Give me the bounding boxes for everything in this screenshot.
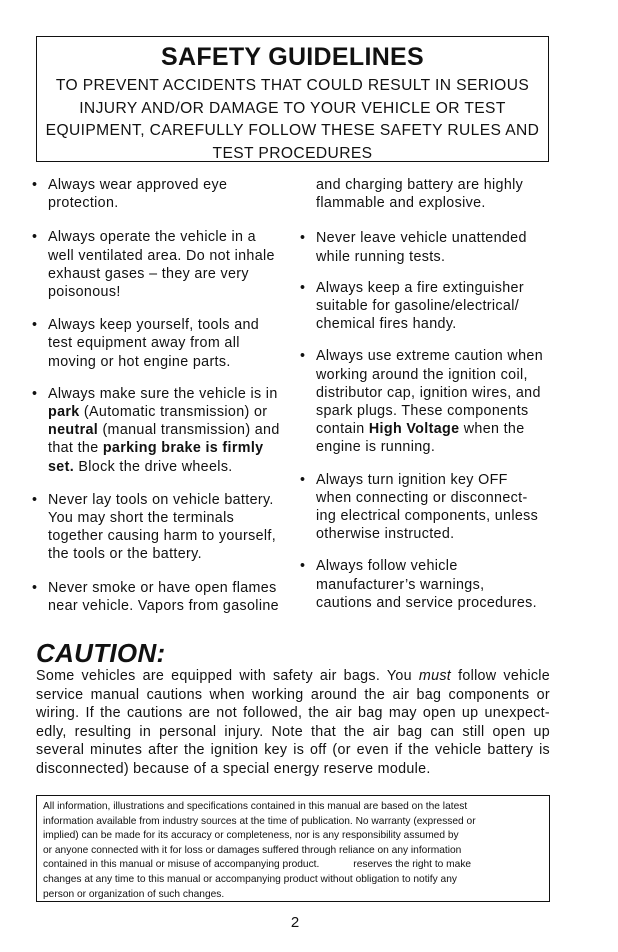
- list-item: [32, 228, 294, 301]
- text-line: disconnected) because of a special energy reserve module.: [36, 760, 431, 777]
- text-line: spark plugs. These components: [316, 403, 529, 420]
- disclaimer-line: implied) can be made for its accuracy or completeness, nor is any responsibility assumed by: [43, 830, 459, 842]
- list-item: [32, 579, 294, 615]
- text-line: suitable for gasoline/electrical/: [316, 298, 520, 315]
- bullet-icon: •: [32, 317, 38, 334]
- text-line: protection.: [48, 195, 119, 212]
- disclaimer-line: contained in this manual or misuse of accompanying product. reserves the right to make: [43, 859, 472, 871]
- text-line: Always use extreme caution when: [316, 348, 543, 365]
- text-line: Always keep yourself, tools and: [48, 317, 260, 334]
- text-line: Always follow vehicle: [316, 558, 458, 575]
- emphasis-parking-brake: parking brake is firmly: [102, 440, 264, 457]
- text-line: when connecting or disconnect-: [316, 489, 528, 506]
- text-line: [36, 667, 550, 686]
- list-item: [300, 557, 562, 612]
- bullet-icon: •: [32, 385, 38, 402]
- disclaimer-box: [36, 795, 550, 902]
- text-line: [48, 421, 294, 439]
- text-line: moving or hot engine parts.: [48, 353, 231, 370]
- text-line: Never lay tools on vehicle battery.: [48, 491, 274, 508]
- disclaimer-line: changes at any time to this manual or accompanying product without obligation to notify any: [43, 873, 457, 885]
- list-item: [32, 176, 294, 212]
- text-line: the tools or the battery.: [48, 546, 202, 563]
- list-item: [300, 471, 562, 544]
- list-item: [32, 491, 294, 564]
- left-column: [32, 176, 294, 630]
- emphasis-must: must: [418, 668, 452, 684]
- text-line: [48, 439, 294, 457]
- bullet-icon: •: [32, 229, 38, 246]
- text-line: several minutes after the ignition key is off (or even if the vehicle battery is: [36, 742, 550, 759]
- text-line: flammable and explosive.: [316, 195, 486, 212]
- text-line: [48, 403, 294, 421]
- text-line: chemical fires handy.: [316, 316, 457, 333]
- emphasis-high-voltage: High Voltage: [368, 421, 460, 438]
- list-item-continuation: [300, 176, 562, 212]
- text-line: Never smoke or have open flames: [48, 579, 277, 596]
- disclaimer-line: or anyone connected with it for loss or damages suffered through reliance on any information: [43, 844, 462, 856]
- text-line: Always turn ignition key OFF: [316, 471, 508, 488]
- text-line: working around the ignition coil,: [316, 366, 528, 383]
- bullet-icon: •: [300, 279, 306, 296]
- subtitle-line: EQUIPMENT, CAREFULLY FOLLOW THESE SAFETY RULES AND: [45, 122, 540, 139]
- disclaimer-line: All information, illustrations and specifications contained in this manual are based on the latest: [43, 801, 468, 812]
- text-line: otherwise instructed.: [316, 526, 455, 543]
- text-line: Never leave vehicle unattended: [316, 230, 527, 247]
- text-line: poisonous!: [48, 284, 121, 301]
- subtitle-line: INJURY AND/OR DAMAGE TO YOUR VEHICLE OR TEST: [79, 99, 506, 117]
- text-line: Always operate the vehicle in a: [48, 229, 256, 246]
- text-line: Always make sure the vehicle is in: [48, 385, 278, 402]
- text-line: while running tests.: [316, 248, 446, 265]
- text-line: and charging battery are highly: [316, 177, 524, 193]
- text-line: Always wear approved eye: [48, 177, 228, 193]
- list-item: [300, 279, 562, 334]
- text-line: exhaust gases – they are very: [48, 265, 249, 282]
- subtitle-line: TO PREVENT ACCIDENTS THAT COULD RESULT IN SERIOUS: [55, 77, 530, 94]
- text-span: contain: [316, 421, 369, 438]
- text-line: [48, 458, 294, 476]
- text-span: Some vehicles are equipped with safety air bags. You: [36, 668, 419, 684]
- text-span: Block the drive wheels.: [74, 458, 233, 475]
- text-line: edly, resulting in personal injury. Note that the air bag can still open up: [36, 723, 550, 740]
- bullet-icon: •: [300, 471, 306, 488]
- text-span: (Automatic transmission) or: [79, 404, 268, 421]
- list-item: [300, 229, 562, 265]
- caution-paragraph: [36, 667, 550, 779]
- bullet-icon: •: [300, 558, 306, 575]
- text-line: manufacturer’s warnings,: [316, 576, 485, 593]
- text-line: engine is running.: [316, 439, 436, 456]
- text-line: near vehicle. Vapors from gasoline: [48, 597, 279, 614]
- text-span: follow vehicle: [451, 668, 551, 684]
- text-line: distributor cap, ignition wires, and: [316, 384, 541, 401]
- emphasis-neutral: neutral: [48, 422, 99, 439]
- subtitle-line: TEST PROCEDURES: [212, 144, 373, 162]
- text-line: test equipment away from all: [48, 335, 240, 352]
- bullet-icon: •: [300, 230, 306, 247]
- disclaimer-line: person or organization of such changes.: [43, 888, 225, 900]
- text-span: that the: [48, 440, 103, 457]
- text-line: wiring. If the cautions are not followed, the air bag may open up unexpect-: [36, 705, 550, 722]
- list-item: [32, 385, 294, 476]
- disclaimer-line: information available from industry sources at the time of publication. No warranty (expressed or: [43, 815, 476, 827]
- text-line: [316, 420, 562, 438]
- text-line: cautions and service procedures.: [316, 594, 538, 611]
- text-line: You may short the terminals: [48, 510, 235, 527]
- text-line: well ventilated area. Do not inhale: [48, 247, 275, 264]
- text-span: (manual transmission) and: [98, 422, 280, 439]
- page-title: SAFETY GUIDELINES: [160, 43, 424, 71]
- text-line: service manual cautions when working around the air bag components or: [36, 686, 550, 703]
- bullet-icon: •: [300, 348, 306, 365]
- list-item: [32, 316, 294, 371]
- list-item: [300, 347, 562, 456]
- emphasis-park: park: [48, 404, 80, 421]
- bullet-icon: •: [32, 177, 38, 193]
- page-number: 2: [290, 914, 300, 931]
- text-span: when the: [459, 421, 525, 438]
- bullet-icon: •: [32, 579, 38, 596]
- caution-heading: CAUTION:: [36, 638, 166, 668]
- header-subtitle: [37, 75, 548, 165]
- bullet-icon: •: [32, 491, 38, 508]
- emphasis-set: set.: [48, 458, 75, 475]
- text-line: ing electrical components, unless: [316, 508, 539, 525]
- right-column: [300, 176, 562, 627]
- safety-guidelines-box: [36, 36, 549, 162]
- text-line: Always keep a fire extinguisher: [316, 279, 524, 296]
- text-line: together causing harm to yourself,: [48, 528, 277, 545]
